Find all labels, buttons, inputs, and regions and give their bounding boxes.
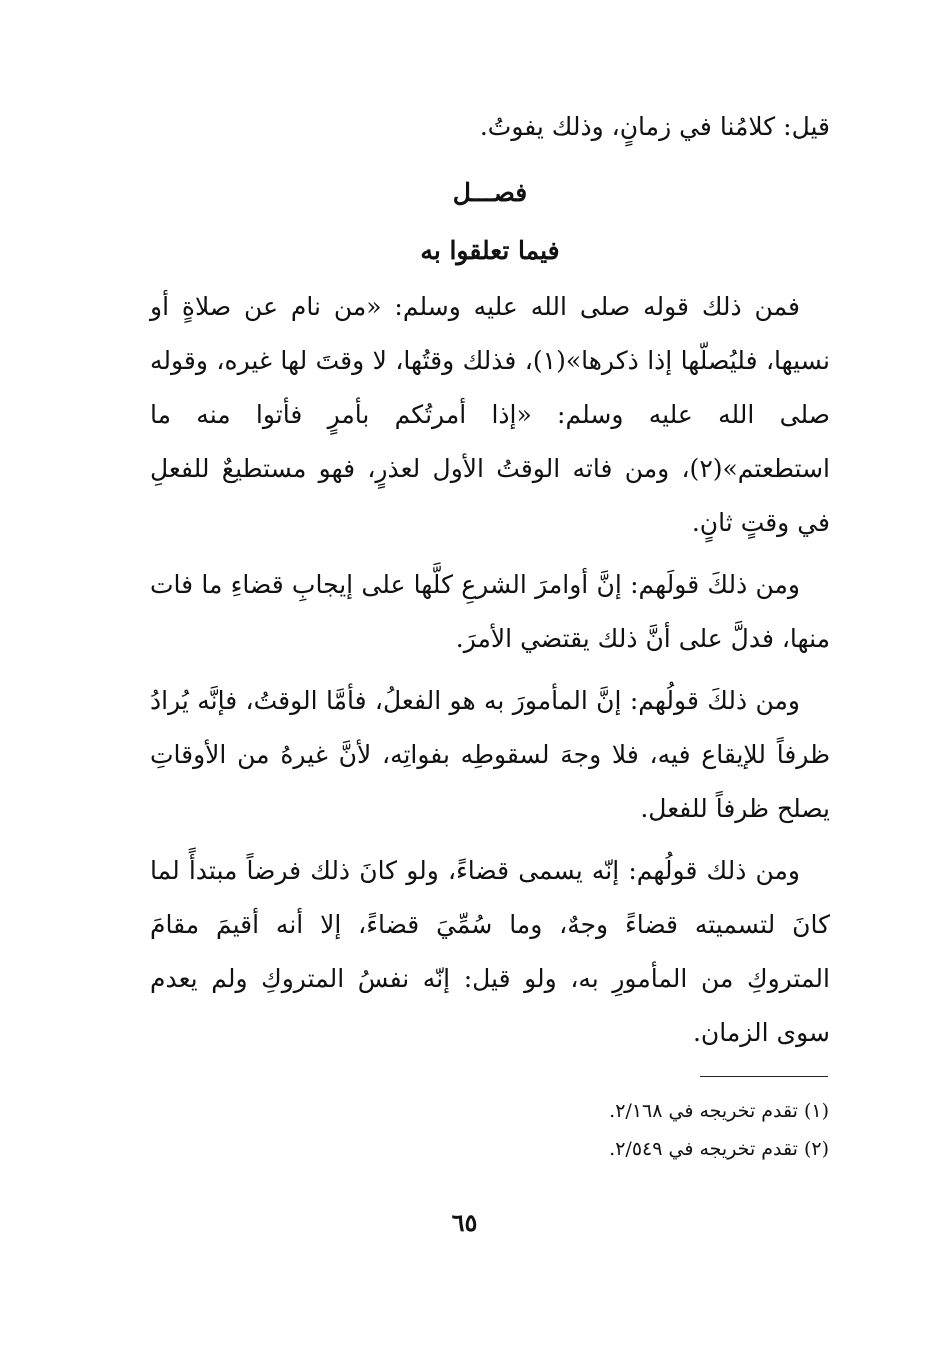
paragraph: ومن ذلكَ قولَهم: إنَّ أوامرَ الشرعِ كلَّها على إيجابِ قضاءِ ما فات منها، فدلَّ على أنَّ ذلك يقتضي الأمرَ. [150,570,830,653]
section-heading: فصـــل [452,178,528,207]
paragraph: ومن ذلك قولُهم: إنّه يسمى قضاءً، ولو كانَ ذلك فرضاً مبتدأً لما كانَ لتسميته قضاءً وجهٌ، وما سُمِّيَ قضاءً، إلا أنه أقيمَ مقامَ المتروكِ من المأمورِ به، ولو قيل: إنّه نفسُ المتروكِ ولم يعدم سوى الزمان. [150,856,830,1047]
footnote-divider [700,1076,828,1077]
footnote: (٢) تقدم تخريجه في ٢/٥٤٩. [609,1138,829,1160]
footnote: (١) تقدم تخريجه في ٢/١٦٨. [609,1100,829,1122]
paragraph: فمن ذلك قوله صلى الله عليه وسلم: «من نام عن صلاةٍ أو نسيها، فليُصلّها إذا ذكرها»(١)، فذلك وقتُها، لا وقتَ لها غيره، وقوله صلى الله عليه وسلم: «إذا أمرتُكم بأمرٍ فأتوا منه ما استطعتم»(٢)، ومن فاته الوقتُ الأول لعذرٍ، فهو مستطيعٌ للفعلِ في وقتٍ ثانٍ. [150,292,830,537]
page-number: ٦٥ [451,1208,478,1237]
section-subheading: فيما تعلقوا به [420,236,560,265]
opening-line: قيل: كلامُنا في زمانٍ، وذلك يفوتُ. [479,112,830,141]
page-body [150,100,830,1068]
footnotes [609,1092,829,1168]
paragraph: ومن ذلكَ قولُهم: إنَّ المأمورَ به هو الفعلُ، فأمَّا الوقتُ، فإنَّه يُرادُ ظرفاً للإيقاع فيه، فلا وجهَ لسقوطِه بفواتِه، لأنَّ غيرهُ من الأوقاتِ يصلح ظرفاً للفعل. [150,686,830,823]
